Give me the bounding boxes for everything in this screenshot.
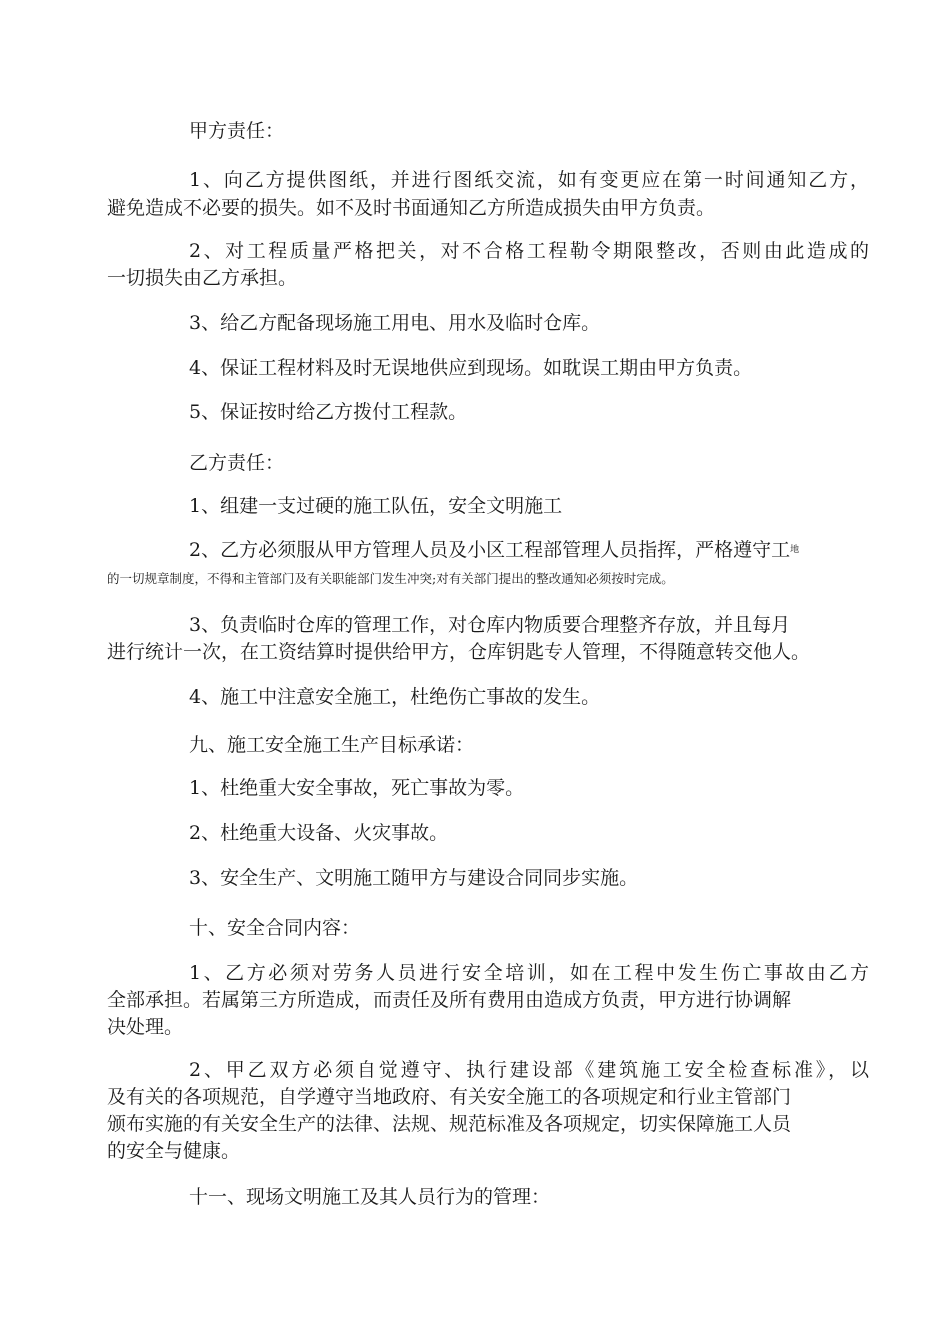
paragraph-line: 全部承担。若属第三方所造成，而责任及所有费用由造成方负责，甲方进行协调解 [107,989,792,1011]
paragraph-line: 2、杜绝重大设备、火灾事故。 [189,822,449,844]
paragraph-line: 颁布实施的有关安全生产的法律、法规、规范标准及各项规定，切实保障施工人员 [107,1113,792,1135]
heading-party-a-duties: 甲方责任： [189,120,285,142]
heading-party-b-duties: 乙方责任： [189,452,285,474]
paragraph-line: 1、组建一支过硬的施工队伍，安全文明施工 [189,495,563,517]
paragraph-line: 1、杜绝重大安全事故，死亡事故为零。 [189,777,525,799]
paragraph-line: 一切损失由乙方承担。 [107,267,298,289]
heading-section-nine: 九、施工安全施工生产目标承诺： [189,734,475,756]
paragraph-line: 的安全与健康。 [107,1140,241,1162]
heading-section-ten: 十、安全合同内容： [189,917,361,939]
heading-section-eleven: 十一、现场文明施工及其人员行为的管理： [189,1186,551,1208]
paragraph-line: 4、保证工程材料及时无误地供应到现场。如耽误工期由甲方负责。 [189,357,753,379]
superscript-note: 地 [790,545,800,555]
paragraph-line: 3、给乙方配备现场施工用电、用水及临时仓库。 [189,312,601,334]
paragraph-line-text: 2、乙方必须服从甲方管理人员及小区工程部管理人员指挥，严格遵守工 [189,539,791,561]
paragraph-line: 1、乙方必须对劳务人员进行安全培训，如在工程中发生伤亡事故由乙方 [189,962,869,984]
paragraph-line [189,537,869,563]
paragraph-line: 及有关的各项规范，自学遵守当地政府、有关安全施工的各项规定和行业主管部门 [107,1086,792,1108]
small-print-line: 的一切规章制度，不得和主管部门及有关职能部门发生冲突;对有关部门提出的整改通知必须按时完成。 [107,571,674,586]
paragraph-line: 2、对工程质量严格把关，对不合格工程勒令期限整改，否则由此造成的 [189,240,869,262]
paragraph-line: 3、负责临时仓库的管理工作，对仓库内物质要合理整齐存放，并且每月 [189,614,791,636]
paragraph-line: 避免造成不必要的损失。如不及时书面通知乙方所造成损失由甲方负责。 [107,197,716,219]
paragraph-line: 进行统计一次，在工资结算时提供给甲方，仓库钥匙专人管理，不得随意转交他人。 [107,641,811,663]
paragraph-line: 3、安全生产、文明施工随甲方与建设合同同步实施。 [189,867,639,889]
paragraph-line: 1、向乙方提供图纸，并进行图纸交流，如有变更应在第一时间通知乙方， [189,169,869,191]
paragraph-line: 4、施工中注意安全施工，杜绝伤亡事故的发生。 [189,686,601,708]
paragraph-line: 决处理。 [107,1016,184,1038]
paragraph-line: 5、保证按时给乙方拨付工程款。 [189,401,468,423]
paragraph-line: 2、甲乙双方必须自觉遵守、执行建设部《建筑施工安全检查标准》，以 [189,1059,869,1081]
